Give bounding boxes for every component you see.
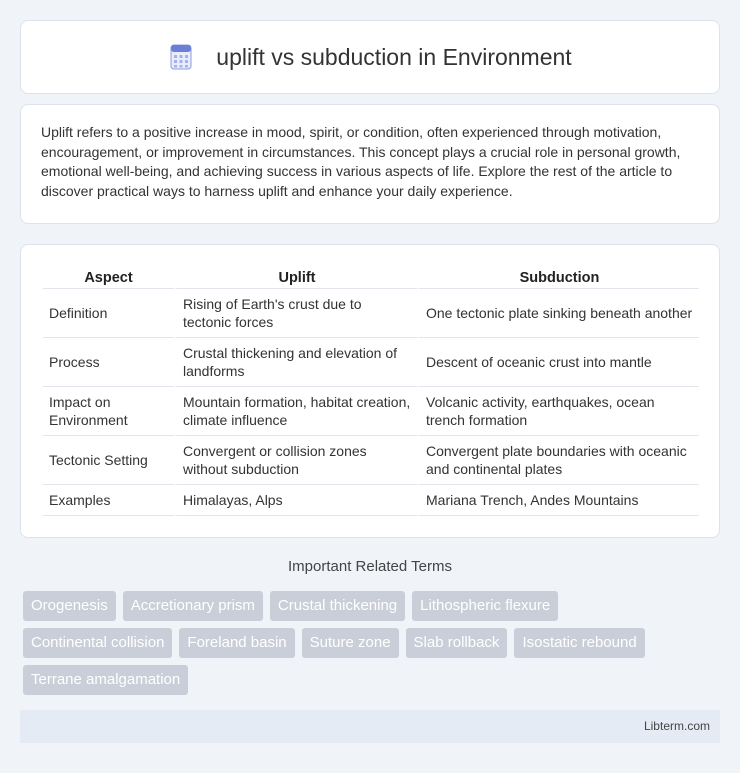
table-row (43, 485, 699, 516)
table-row (43, 436, 699, 485)
related-terms-title: Important Related Terms (288, 558, 452, 575)
related-term-tag[interactable]: Suture zone (302, 628, 399, 658)
table-cell: Process (43, 338, 174, 387)
comparison-table (43, 265, 699, 516)
related-term-tag[interactable]: Crustal thickening (270, 591, 405, 621)
page-title: uplift vs subduction in Environment (216, 43, 572, 70)
table-cell: Mariana Trench, Andes Mountains (417, 485, 699, 516)
footer (20, 710, 720, 743)
table-cell: Mountain formation, habitat creation, climate influence (174, 387, 417, 436)
footer-site-link[interactable]: Libterm.com (643, 719, 710, 733)
intro-card (20, 104, 720, 224)
related-term-tag[interactable]: Accretionary prism (123, 591, 263, 621)
table-cell: Examples (43, 485, 174, 516)
table-cell: Volcanic activity, earthquakes, ocean trench formation (417, 387, 699, 436)
related-term-tag[interactable]: Orogenesis (23, 591, 116, 621)
table-header-row (43, 265, 699, 289)
table-row (43, 338, 699, 387)
table-cell: Definition (43, 289, 174, 338)
table-cell: Crustal thickening and elevation of landforms (174, 338, 417, 387)
column-header-uplift: Uplift (174, 265, 417, 289)
related-term-tag[interactable]: Slab rollback (406, 628, 508, 658)
column-header-subduction: Subduction (417, 265, 699, 289)
comparison-card (20, 244, 720, 538)
table-row (43, 387, 699, 436)
table-cell: One tectonic plate sinking beneath another (417, 289, 699, 338)
related-term-tag[interactable]: Terrane amalgamation (23, 665, 188, 695)
column-header-aspect: Aspect (43, 265, 174, 289)
table-row (43, 289, 699, 338)
related-term-tag[interactable]: Foreland basin (179, 628, 294, 658)
table-cell: Convergent plate boundaries with oceanic and continental plates (417, 436, 699, 485)
calculator-icon (168, 44, 194, 70)
related-term-tag[interactable]: Continental collision (23, 628, 172, 658)
table-cell: Descent of oceanic crust into mantle (417, 338, 699, 387)
table-cell: Himalayas, Alps (174, 485, 417, 516)
intro-text: Uplift refers to a positive increase in mood, spirit, or condition, often experienced through motivation, encouragement, or improvement in circumstances. This concept plays a crucial role in personal growth, emotional well-being, and achieving success in various aspects of life. Explore the rest of the article to discover practical ways to harness uplift and enhance your daily experience. (41, 124, 681, 199)
table-cell: Rising of Earth's crust due to tectonic forces (174, 289, 417, 338)
related-term-tag[interactable]: Lithospheric flexure (412, 591, 558, 621)
related-term-tag[interactable]: Isostatic rebound (514, 628, 644, 658)
related-terms-list (23, 591, 703, 695)
table-cell: Convergent or collision zones without subduction (174, 436, 417, 485)
table-cell: Impact on Environment (43, 387, 174, 436)
title-card (20, 20, 720, 94)
table-cell: Tectonic Setting (43, 436, 174, 485)
